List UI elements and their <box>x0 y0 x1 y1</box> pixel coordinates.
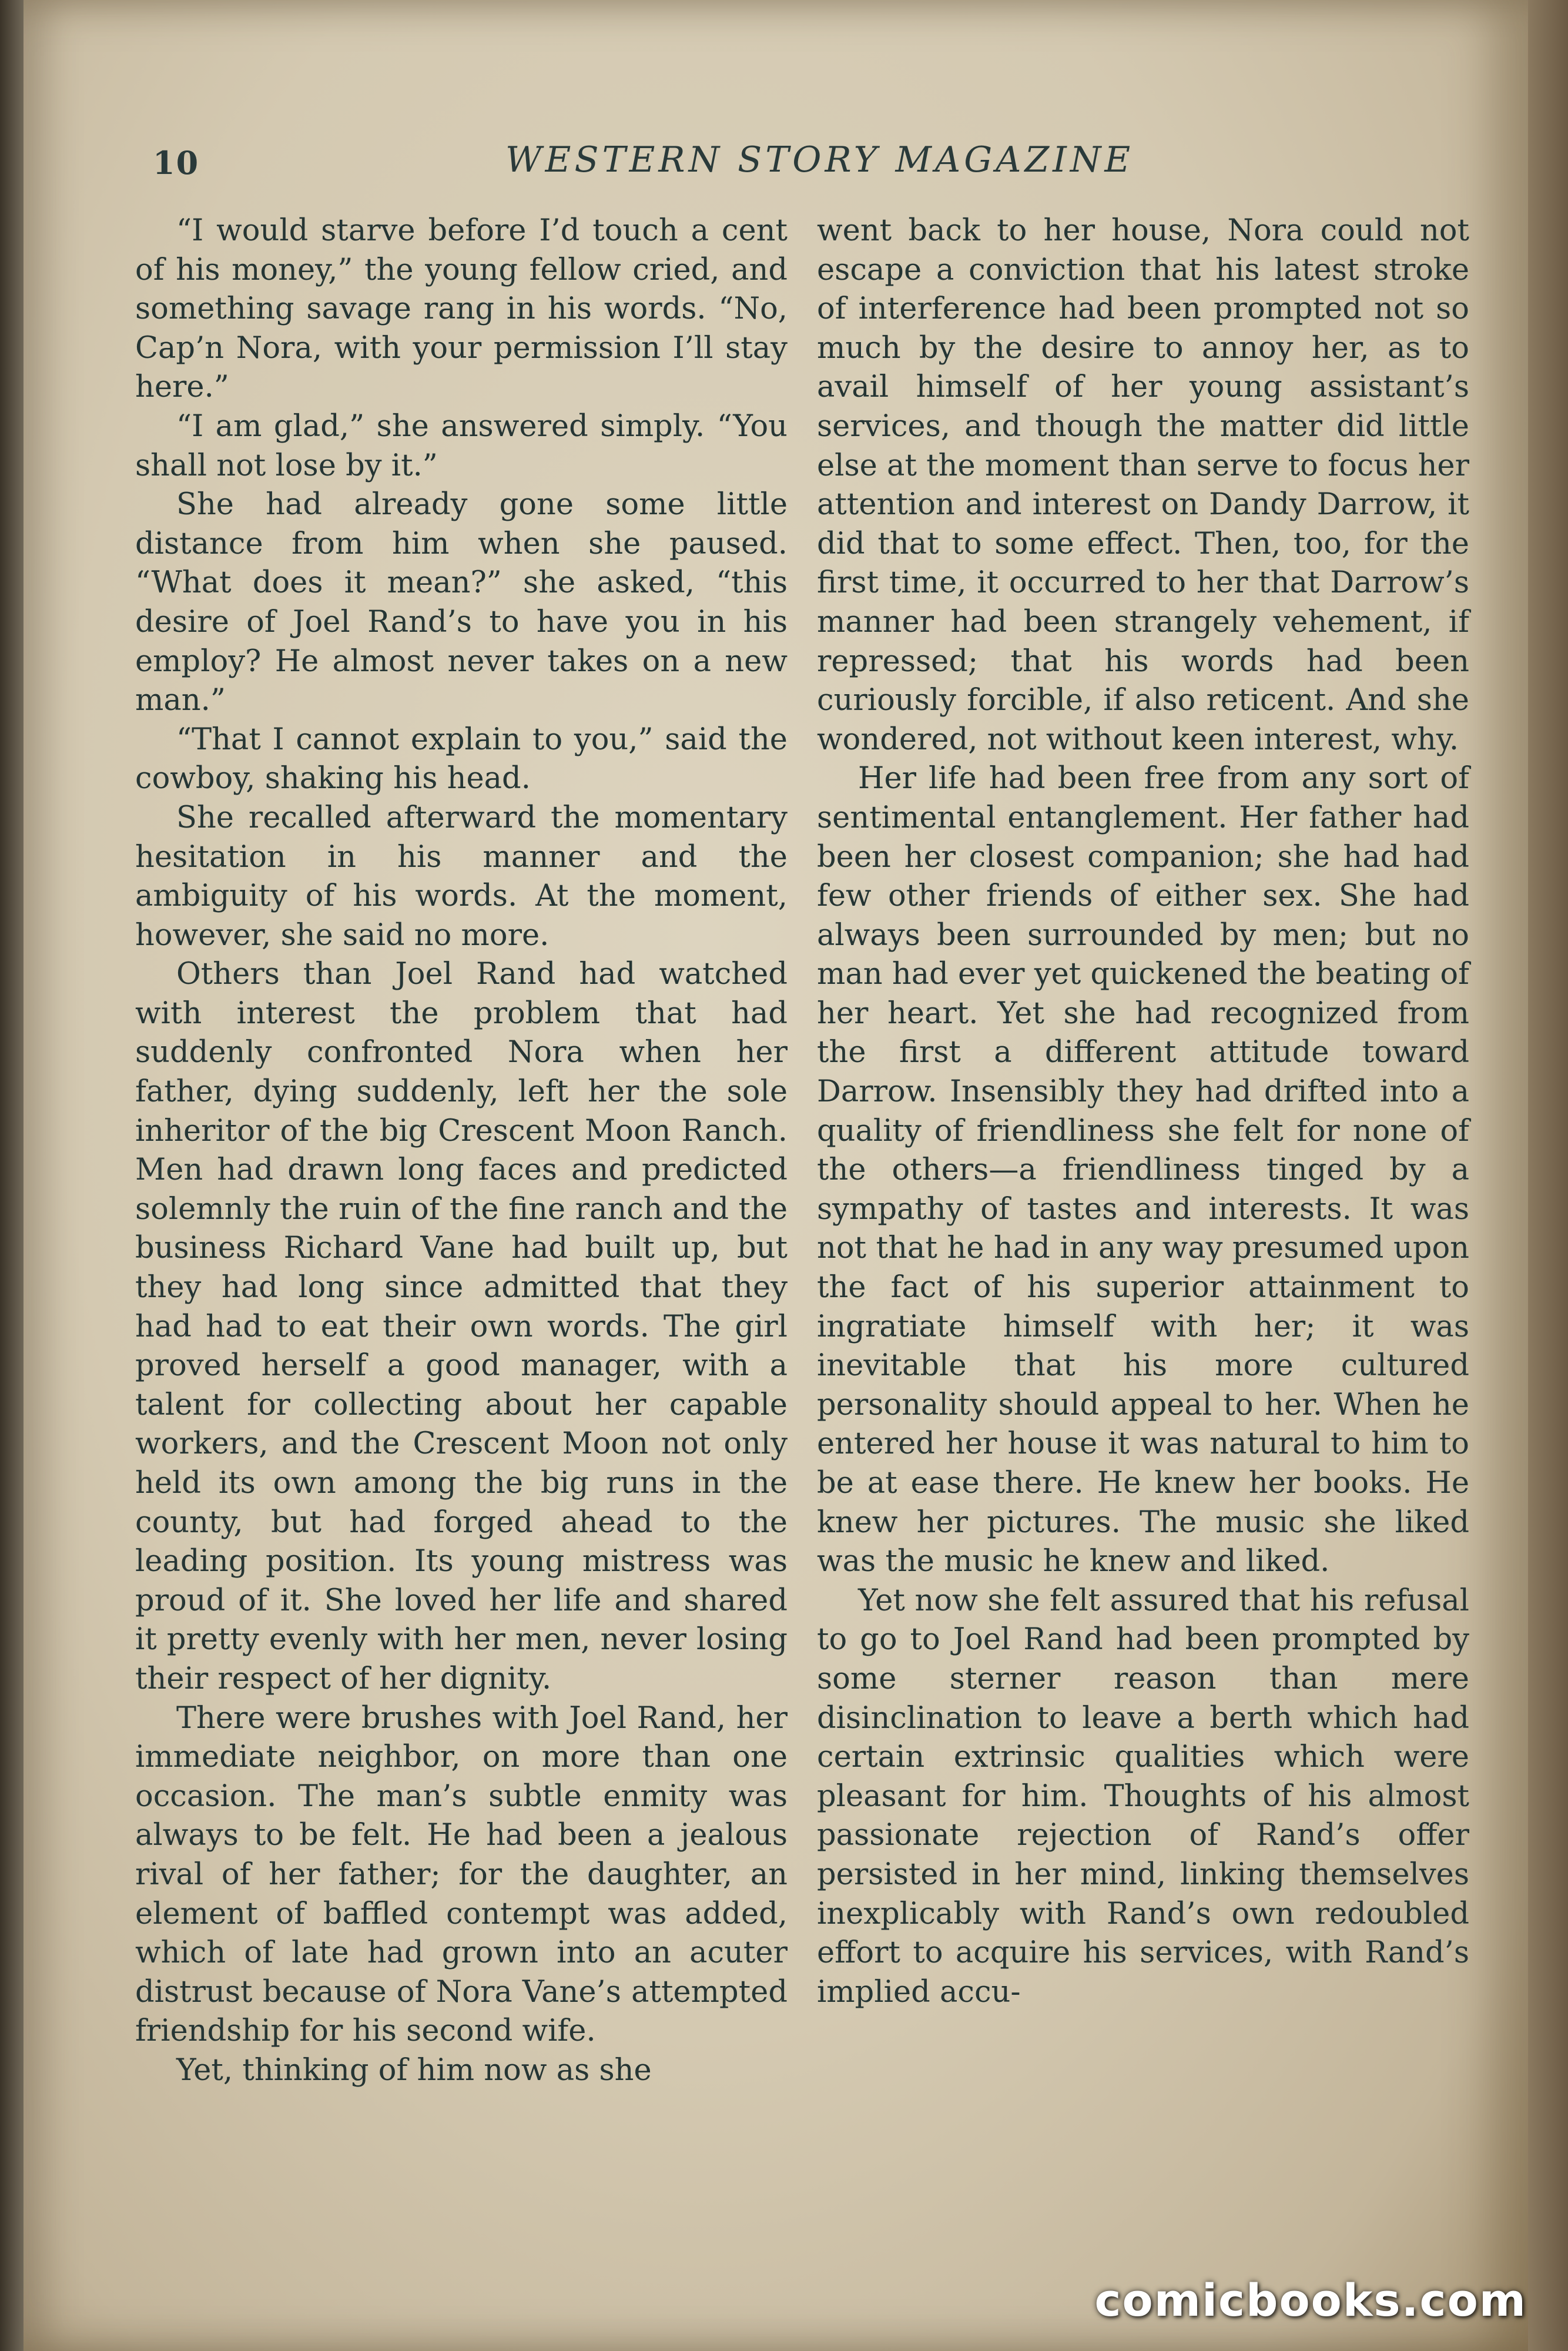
right-column <box>817 212 1469 2012</box>
paragraph: Her life had been free from any sort of sentimental entanglement. Her father had been her closest companion; she had had few other friends of either sex. She had always been surrounded by men; but no man had ever yet quickened the beating of her heart. Yet she had recognized from the first a different attitude toward Darrow. Insensibly they had drifted into a quality of friendliness she felt for none of the others—a friendliness tinged by a sympathy of tastes and interests. It was not that he had in any way presumed upon the fact of his superior attainment to ingratiate himself with her; it was inevitable that his more cultured personality should appeal to her. When he entered her house it was natural to him to be at ease there. He knew her books. He knew her pictures. The music she liked was the music he knew and liked. <box>817 761 1469 1579</box>
paragraph: There were brushes with Joel Rand, her immediate neighbor, on more than one occasion. The man’s subtle enmity was always to be felt. He had been a jealous rival of her father; for the daughter, an element of baffled contempt was added, which of late had grown into an acuter distrust because of Nora Vane’s attempted friendship for his second wife. <box>135 1700 788 2049</box>
paragraph: Yet now she felt assured that his refusal to go to Joel Rand had been prompted by some sterner reason than mere disinclination to leave a berth which had certain extrinsic qualities which were pleasant for him. Thoughts of his almost passionate rejection of Rand’s offer persisted in her mind, linking themselves inexplicably with Rand’s own redoubled effort to acquire his services, with Rand’s implied accu- <box>817 1583 1469 2010</box>
page-number: 10 <box>153 144 200 182</box>
paragraph: She recalled afterward the momentary hesitation in his manner and the ambiguity of his words. At the moment, however, she said no more. <box>135 800 788 953</box>
page-header <box>24 132 1528 185</box>
paragraph: She had already gone some little distance from him when she paused. “What does it mean?” she asked, “this desire of Joel Rand’s to have you in his employ? He almost never takes on a new man.” <box>135 487 788 718</box>
magazine-page <box>24 0 1528 2351</box>
paragraph: “I am glad,” she answered simply. “You shall not lose by it.” <box>135 408 788 483</box>
paragraph: “That I cannot explain to you,” said the cowboy, shaking his head. <box>135 722 788 796</box>
watermark-logo: comicbooks.com <box>1094 2274 1527 2326</box>
running-head: WESTERN STORY MAGAZINE <box>505 139 1134 180</box>
paragraph-continuation: went back to her house, Nora could not escape a conviction that his latest stroke of interference had been prompted not so much by the desire to annoy her, as to avail himself of her young assistant’s services, and though the matter did little else at the moment than serve to focus her attention and interest on Dandy Darrow, it did that to some effect. Then, too, for the first time, it occurred to her that Darrow’s manner had been strangely vehement, if repressed; that his words had been curiously forcible, if also reticent. And she wondered, not without keen interest, why. <box>817 213 1469 757</box>
paragraph: Yet, thinking of him now as she <box>176 2052 652 2088</box>
paragraph: Others than Joel Rand had watched with interest the problem that had suddenly confronted Nora when her father, dying suddenly, left her the sole inheritor of the big Crescent Moon Ranch. Men had drawn long faces and predicted solemnly the ruin of the fine ranch and the business Richard Vane had built up, but they had long since admitted that they had had to eat their own words. The girl proved herself a good manager, with a talent for collecting about her capable workers, and the Crescent Moon not only held its own among the big runs in the county, but had forged ahead to the leading position. Its young mistress was proud of it. She loved her life and shared it pretty evenly with her men, never losing their respect of her dignity. <box>135 957 788 1696</box>
left-column <box>135 212 788 2091</box>
paragraph: “I would starve before I’d touch a cent of his money,” the young fellow cried, and something savage rang in his words. “No, Cap’n Nora, with your permission I’ll stay here.” <box>135 213 788 405</box>
